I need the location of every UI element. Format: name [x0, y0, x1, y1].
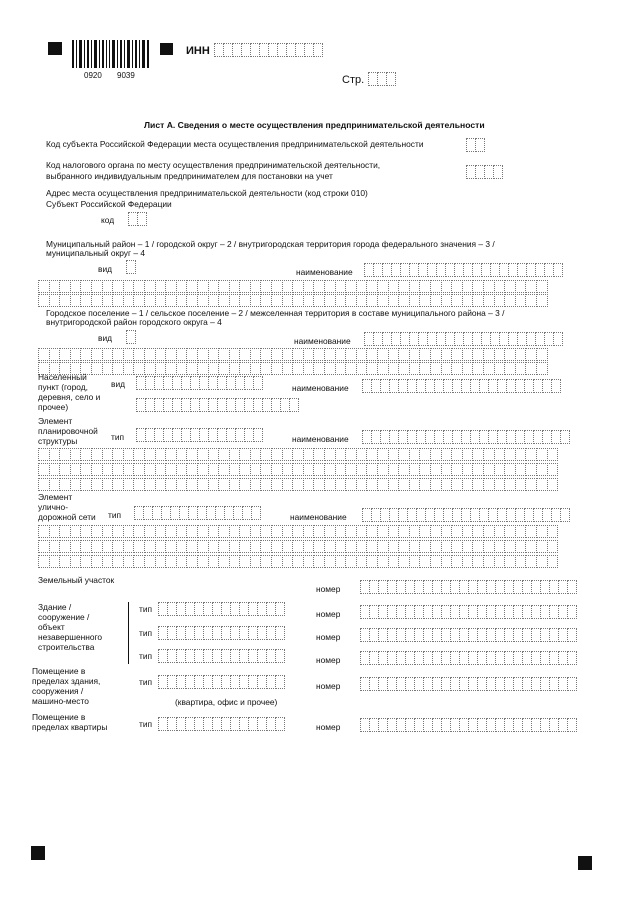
building-type-field-2[interactable]	[158, 626, 284, 640]
subject-code-label: Код субъекта Российской Федерации места осуществления предпринимательской деятельности	[46, 139, 424, 149]
input-cell[interactable]	[547, 448, 559, 461]
corner-marker-top-left	[48, 42, 62, 55]
building-label: Здание / сооружение / объект незавершенного строительства	[38, 602, 103, 652]
building-type-label-1: тип	[139, 604, 153, 614]
land-label: Земельный участок	[38, 575, 115, 585]
building-type-label-2: тип	[139, 628, 153, 638]
street-name-field[interactable]	[362, 508, 569, 522]
input-cell[interactable]	[275, 602, 285, 616]
street-type-field[interactable]	[134, 506, 260, 520]
building-number-field-2[interactable]	[360, 628, 576, 642]
input-cell[interactable]	[493, 165, 503, 179]
locality-name-field[interactable]	[362, 379, 560, 393]
input-cell[interactable]	[253, 376, 263, 390]
input-cell[interactable]	[567, 677, 577, 691]
input-cell[interactable]	[275, 675, 285, 689]
municipal-label-2: муниципальный округ – 4	[46, 248, 146, 258]
planning-type-field[interactable]	[136, 428, 262, 442]
inn-label: ИНН	[186, 45, 210, 57]
input-cell[interactable]	[547, 463, 559, 476]
subject-code-field[interactable]	[466, 138, 484, 152]
premises-flat-number-label: номер	[316, 722, 341, 732]
input-cell[interactable]	[560, 430, 570, 444]
municipal-kind-field[interactable]	[126, 260, 135, 274]
input-cell[interactable]	[536, 348, 548, 361]
building-type-field-1[interactable]	[158, 602, 284, 616]
locality-kind-label: вид	[111, 379, 126, 389]
building-number-label-3: номер	[316, 655, 341, 665]
settlement-name-row-2[interactable]	[38, 348, 547, 361]
tax-authority-label-1: Код налогового органа по месту осуществления предпринимательской деятельности,	[46, 160, 381, 170]
tax-authority-field[interactable]	[466, 165, 502, 179]
premises-building-number-field[interactable]	[360, 677, 576, 691]
municipal-label-1: Муниципальный район – 1 / городской округ – 2 / внутригородская территория города федерального значения – 3 /	[46, 239, 495, 249]
land-number-label: номер	[316, 584, 341, 594]
input-cell[interactable]	[547, 525, 559, 538]
input-cell[interactable]	[475, 138, 485, 152]
premises-building-label: Помещение в пределах здания, сооружения / машино-место	[32, 666, 101, 706]
barcode-number-right: 9039	[117, 71, 135, 80]
input-cell[interactable]	[275, 626, 285, 640]
input-cell[interactable]	[567, 628, 577, 642]
input-cell[interactable]	[553, 332, 563, 346]
input-cell[interactable]	[547, 478, 559, 491]
planning-name-row-3[interactable]	[38, 463, 557, 476]
input-cell[interactable]	[313, 43, 323, 57]
barcode	[72, 40, 150, 68]
building-number-field-1[interactable]	[360, 605, 576, 619]
planning-name-row-4[interactable]	[38, 478, 557, 491]
input-cell[interactable]	[253, 428, 263, 442]
locality-name-label: наименование	[292, 383, 349, 393]
municipal-name-row-3[interactable]	[38, 294, 547, 307]
page-label: Стр.	[342, 74, 365, 86]
input-cell[interactable]	[386, 72, 396, 86]
premises-flat-label: Помещение в пределах квартиры	[32, 712, 108, 732]
building-type-label-3: тип	[139, 651, 153, 661]
input-cell[interactable]	[567, 580, 577, 594]
street-type-label: тип	[108, 510, 122, 520]
input-cell[interactable]	[567, 718, 577, 732]
locality-kind-field[interactable]	[136, 376, 262, 390]
input-cell[interactable]	[567, 651, 577, 665]
subject-heading: Субъект Российской Федерации	[46, 199, 172, 209]
premises-flat-type-label: тип	[139, 719, 153, 729]
corner-marker-top-mid	[160, 43, 173, 55]
planning-name-row-2[interactable]	[38, 448, 557, 461]
corner-marker-bottom-right	[578, 856, 592, 870]
settlement-kind-label: вид	[98, 333, 113, 343]
input-cell[interactable]	[536, 362, 548, 375]
input-cell[interactable]	[547, 555, 559, 568]
street-name-row-4[interactable]	[38, 555, 557, 568]
input-cell[interactable]	[553, 263, 563, 277]
premises-hint: (квартира, офис и прочее)	[175, 697, 278, 707]
input-cell[interactable]	[126, 330, 136, 344]
locality-name-row-2[interactable]	[136, 398, 298, 412]
input-cell[interactable]	[536, 280, 548, 293]
settlement-name-field[interactable]	[364, 332, 562, 346]
premises-building-number-label: номер	[316, 681, 341, 691]
municipal-name-row-2[interactable]	[38, 280, 547, 293]
street-name-label: наименование	[290, 512, 347, 522]
municipal-name-label: наименование	[296, 267, 353, 277]
premises-flat-type-field[interactable]	[158, 717, 284, 731]
address-heading: Адрес места осуществления предпринимательской деятельности (код строки 010)	[46, 188, 368, 198]
page-title: Лист А. Сведения о месте осуществления предпринимательской деятельности	[144, 120, 485, 130]
tax-authority-label-2: выбранного индивидуальным предпринимателем для постановки на учет	[46, 171, 333, 181]
subject-code-sublabel: код	[101, 215, 115, 225]
inn-field[interactable]	[214, 43, 322, 57]
municipal-kind-label: вид	[98, 264, 113, 274]
building-number-label-1: номер	[316, 609, 341, 619]
building-bracket	[128, 602, 129, 664]
settlement-name-label: наименование	[294, 336, 351, 346]
subject-region-code-field[interactable]	[128, 212, 146, 226]
land-number-field[interactable]	[360, 580, 576, 594]
planning-name-field[interactable]	[362, 430, 569, 444]
barcode-number-left: 0920	[84, 71, 102, 80]
premises-flat-number-field[interactable]	[360, 718, 576, 732]
input-cell[interactable]	[126, 260, 136, 274]
input-cell[interactable]	[536, 294, 548, 307]
input-cell[interactable]	[551, 379, 561, 393]
barcode-icon	[72, 40, 150, 68]
settlement-label-1: Городское поселение – 1 / сельское поселение – 2 / межселенная территория в составе муниципального района – 3 /	[46, 308, 505, 318]
planning-name-label: наименование	[292, 434, 349, 444]
street-name-row-2[interactable]	[38, 525, 557, 538]
page-field[interactable]	[368, 72, 395, 86]
locality-label: Населенный пункт (город, деревня, село и прочее)	[38, 372, 101, 412]
corner-marker-bottom-left	[31, 846, 45, 860]
planning-label: Элемент планировочной структуры	[38, 416, 98, 446]
input-cell[interactable]	[560, 508, 570, 522]
input-cell[interactable]	[275, 717, 285, 731]
input-cell[interactable]	[137, 212, 147, 226]
building-type-field-3[interactable]	[158, 649, 284, 663]
building-number-field-3[interactable]	[360, 651, 576, 665]
building-number-label-2: номер	[316, 632, 341, 642]
input-cell[interactable]	[289, 398, 299, 412]
planning-type-label: тип	[111, 432, 125, 442]
premises-building-type-field[interactable]	[158, 675, 284, 689]
premises-building-type-label: тип	[139, 677, 153, 687]
settlement-kind-field[interactable]	[126, 330, 135, 344]
input-cell[interactable]	[251, 506, 261, 520]
settlement-label-2: внутригородской район городского округа – 4	[46, 317, 222, 327]
street-name-row-3[interactable]	[38, 540, 557, 553]
input-cell[interactable]	[547, 540, 559, 553]
municipal-name-field[interactable]	[364, 263, 562, 277]
street-label: Элемент улично-дорожной сети	[38, 492, 96, 522]
input-cell[interactable]	[275, 649, 285, 663]
input-cell[interactable]	[567, 605, 577, 619]
settlement-name-row-3[interactable]	[38, 362, 547, 375]
